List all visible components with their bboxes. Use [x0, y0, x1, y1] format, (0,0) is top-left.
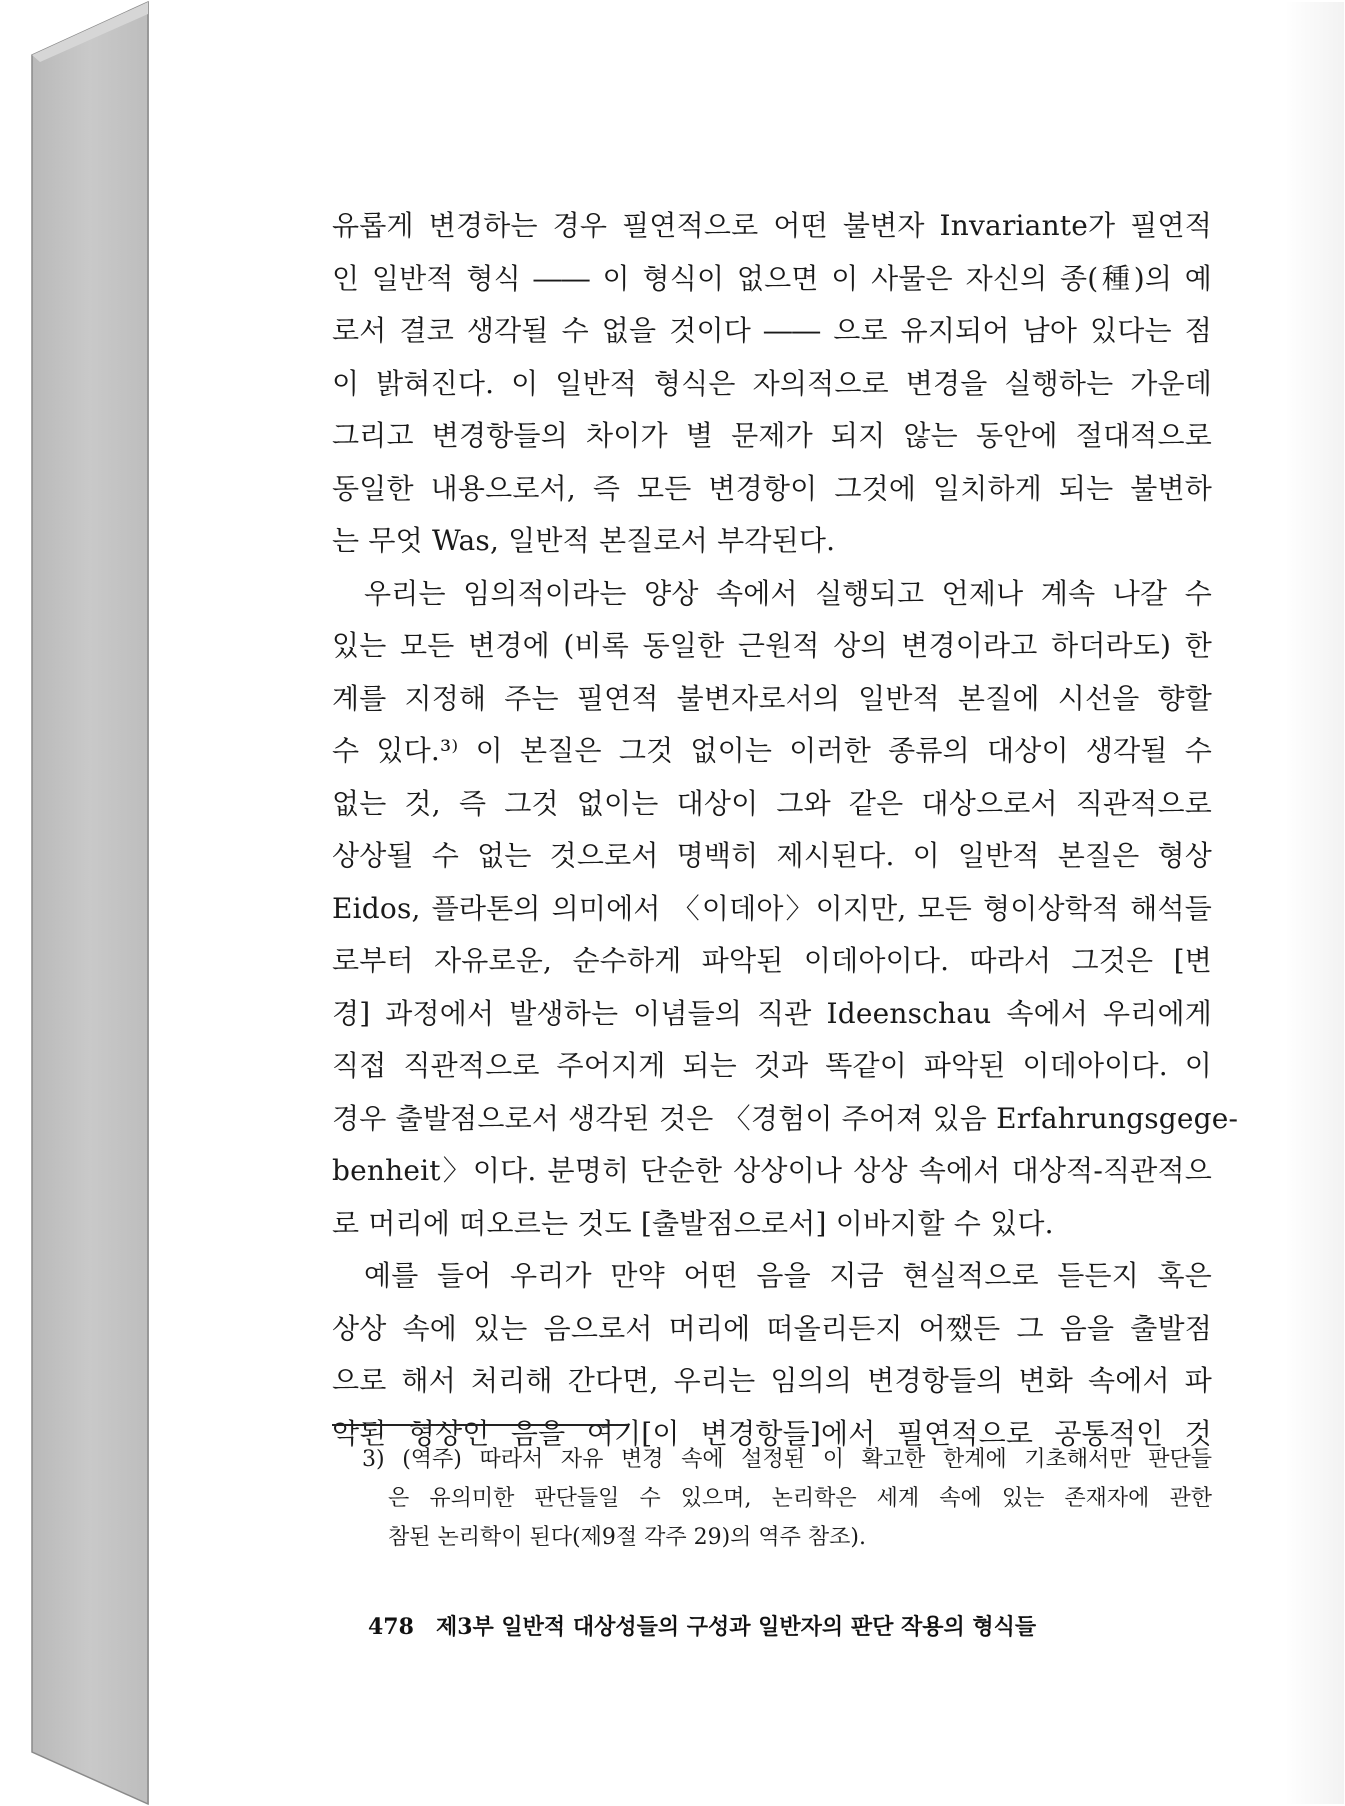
text-line: 악된 형상인 음을 여기[이 변경항들]에서 필연적으로 공통적인 것	[332, 1416, 1212, 1450]
text-line: 예를 들어 우리가 만약 어떤 음을 지금 현실적으로 듣든지 혹은	[364, 1259, 1212, 1292]
text-line: 수 있다.³⁾ 이 본질은 그것 없이는 이러한 종류의 대상이 생각될 수	[332, 734, 1212, 767]
text-line: 상상 속에 있는 음으로서 머리에 떠올리든지 어쨌든 그 음을 출발점	[332, 1311, 1212, 1345]
text-line: 이 밝혀진다. 이 일반적 형식은 자의적으로 변경을 실행하는 가운데	[332, 366, 1212, 400]
text-line: 그리고 변경항들의 차이가 별 문제가 되지 않는 동안에 절대적으로	[332, 419, 1212, 452]
text-line: 유롭게 변경하는 경우 필연적으로 어떤 불변자 Invariante가 필연적	[332, 209, 1212, 242]
text-line: 상상될 수 없는 것으로서 명백히 제시된다. 이 일반적 본질은 형상	[332, 839, 1212, 872]
page-footer	[368, 1612, 1036, 1642]
page-shade	[1284, 2, 1344, 1804]
book-spine	[0, 0, 150, 1806]
text-line: 로부터 자유로운, 순수하게 파악된 이데아이다. 따라서 그것은 [변	[332, 944, 1212, 977]
text-line: 경우 출발점으로서 생각된 것은 〈경험이 주어져 있음 Erfahrungsgege-	[332, 1101, 1239, 1135]
text-line: 로 머리에 떠오르는 것도 [출발점으로서] 이바지할 수 있다.	[332, 1206, 1054, 1240]
body-text	[332, 200, 1239, 1460]
text-line: 으로 해서 처리해 간다면, 우리는 임의의 변경항들의 변화 속에서 파	[332, 1364, 1212, 1397]
text-line: 동일한 내용으로서, 즉 모든 변경항이 그것에 일치하게 되는 불변하	[332, 471, 1212, 505]
text-line: 계를 지정해 주는 필연적 불변자로서의 일반적 본질에 시선을 향할	[332, 681, 1212, 715]
text-line: 경] 과정에서 발생하는 이념들의 직관 Ideenschau 속에서 우리에게	[332, 996, 1212, 1030]
part-title: 제3부 일반적 대상성들의 구성과 일반자의 판단 작용의 형식들	[435, 1614, 1037, 1640]
text-line: 있는 모든 변경에 (비록 동일한 근원적 상의 변경이라고 하더라도) 한	[332, 629, 1212, 662]
footnote	[362, 1440, 1212, 1557]
text-line: 직접 직관적으로 주어지게 되는 것과 똑같이 파악된 이데아이다. 이	[332, 1049, 1212, 1082]
text-line: Eidos, 플라톤의 의미에서 〈이데아〉이지만, 모든 형이상학적 해석들	[332, 891, 1212, 925]
text-line: 인 일반적 형식 ―― 이 형식이 없으면 이 사물은 자신의 종(種)의 예	[332, 261, 1212, 295]
text-line: 없는 것, 즉 그것 없이는 대상이 그와 같은 대상으로서 직관적으로	[332, 786, 1212, 820]
footnote-line: 은 유의미한 판단들일 수 있으며, 논리학은 세계 속에 있는 존재자에 관한	[388, 1486, 1212, 1511]
text-line: benheit〉이다. 분명히 단순한 상상이나 상상 속에서 대상적-직관적으	[332, 1154, 1212, 1187]
text-line: 우리는 임의적이라는 양상 속에서 실행되고 언제나 계속 나갈 수	[364, 576, 1212, 610]
text-line: 로서 결코 생각될 수 없을 것이다 ―― 으로 유지되어 남아 있다는 점	[332, 314, 1212, 347]
footnote-line: 참된 논리학이 된다(제9절 각주 29)의 역주 참조).	[388, 1525, 866, 1550]
footnote-line: 3) (역주) 따라서 자유 변경 속에 설정된 이 확고한 한계에 기초해서만 판단들	[362, 1447, 1212, 1472]
page-number: 478	[368, 1614, 414, 1640]
footnote-rule	[332, 1424, 627, 1426]
text-line: 는 무엇 Was, 일반적 본질로서 부각된다.	[332, 524, 836, 557]
